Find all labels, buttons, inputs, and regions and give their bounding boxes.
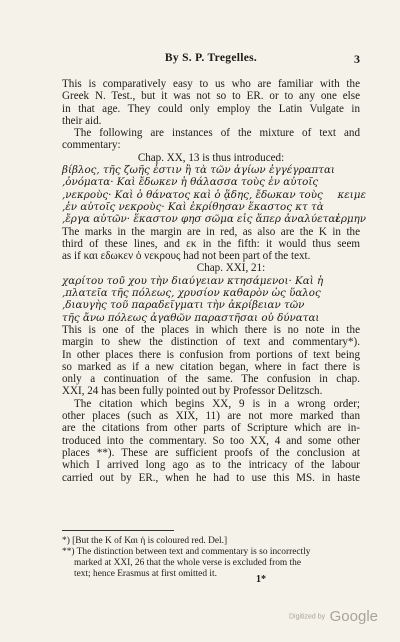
text-line: commentary: xyxy=(62,139,121,152)
paragraph-5 xyxy=(62,398,360,484)
page-number: 3 xyxy=(354,52,360,66)
chapter-heading-1: Chap. XX, 13 is thus introduced: xyxy=(137,151,285,164)
paragraph-1 xyxy=(62,78,360,127)
greek-line: ‚πλατεῖα τῆς πόλεως, χρυσίον καθαρὸν ὡς ὕαλος xyxy=(62,287,321,300)
digitized-watermark xyxy=(289,608,378,626)
text-line: troduced into the commentary. So too XX, 4 and some other xyxy=(62,434,360,447)
footnote-line: marked at XXI, 26 that the whole verse is excluded from the xyxy=(74,558,302,568)
greek-line: τῆς ἄνω πόλεως ἀγαθῶν παραστῆσαι οὐ δύναται xyxy=(62,311,320,324)
text-line: other places (such as XIX, 11) are not more marked than xyxy=(62,410,360,423)
margin-note: κειμε xyxy=(337,188,366,201)
text-line: only a continuation of the same. The confusion in chap. xyxy=(62,373,360,386)
footnotes xyxy=(62,536,360,580)
greek-line: ‚ὀνόματα· Καὶ ἔδωκεν ἡ θάλασσα τοὺς ἐν αὐτοῖς xyxy=(62,176,319,189)
text-line: This is one of the places in which there is no note in the xyxy=(62,323,360,336)
footnote-line: **) The distinction between text and commentary is so incorrectly xyxy=(62,547,311,557)
text-line: Greek N. Test., but it was not so to ER. or to any one else xyxy=(62,90,360,103)
paragraph-4 xyxy=(62,324,360,398)
greek-line: ‚νεκροὺς· Καὶ ὁ θάνατος καὶ ὁ ᾅδης, ἔδωκαν τοὺς κειμε xyxy=(62,188,366,201)
greek-line: χαρίτου τοῦ χου τὴν διαύγειαν κτησάμενοι· Καὶ ἡ xyxy=(62,274,324,287)
main-text xyxy=(62,78,366,484)
text-line: In other places there is confusion from portions of text being xyxy=(62,348,360,361)
paragraph-3 xyxy=(62,226,360,263)
footnote-rule xyxy=(62,530,174,531)
chapter-heading-2: Chap. XXI, 21: xyxy=(196,262,266,275)
text-line: third of these lines, and εκ in the fifth: it would thus seem xyxy=(62,237,360,250)
text-line: This is comparatively easy to us who are familiar with the xyxy=(62,78,360,90)
greek-line: βίβλος, τῆς ζωῆς ἐστιν ἢ τὰ τῶν ἁγίων ἐγγέγραπται xyxy=(62,164,335,177)
text-line: so marked as if a new citation began, where in fact there is xyxy=(62,360,360,373)
text-line: XXI, 24 has been fully pointed out by Professor Delitzsch. xyxy=(62,385,323,398)
greek-quote-1 xyxy=(62,164,366,226)
greek-line: ‚ἔργα αὐτῶν· ἕκαστον φησ σῶμα εἰς ἅπερ ἀναλύεται ἑρμην xyxy=(62,213,366,226)
text-line: places **). These are sufficient proofs of the conclusion at xyxy=(62,446,360,459)
greek-line: ‚ἐν αὐτοῖς νεκροὺς· Καὶ ἐκρίθησαν ἕκαστος κτ τὰ xyxy=(62,200,324,213)
paragraph-2 xyxy=(62,127,360,152)
watermark-brand: Google xyxy=(329,608,378,625)
footnote-line: text; hence Erasmus at first omitted it. xyxy=(74,569,217,579)
text-line: carried out by ER., when he had to use this MS. in haste xyxy=(62,471,360,484)
text-line: as if και εδωκεν ὁ νεκρους had not been part of the text. xyxy=(62,250,311,263)
footnote-line: *) [But the K of Και ἡ is coloured red. Del.] xyxy=(62,536,228,546)
signature-mark: 1* xyxy=(256,574,266,585)
text-line: their aid. xyxy=(62,114,102,127)
text-line: in that age. They could only employ the Latin Vulgate in xyxy=(62,102,360,115)
text-line: The marks in the margin are in red, as also are the K in the xyxy=(62,225,360,238)
text-line: The citation which begins XX, 9 is in a wrong order; xyxy=(74,397,360,410)
running-title: By S. P. Tregelles. xyxy=(164,52,258,64)
text-line: The following are instances of the mixture of text and xyxy=(74,127,360,140)
margin-note: ἑρμην xyxy=(335,213,366,226)
watermark-prefix: Digitized by xyxy=(288,613,326,621)
text-line: margin to shew the distinction of text and commentary*). xyxy=(62,336,360,349)
greek-line: ‚διαυγὴς τοῦ παραδεῖγματι τὴν ἀκρίβειαν τῶν xyxy=(62,299,305,312)
greek-quote-2 xyxy=(62,275,360,324)
text-line: are the citations from other parts of Scripture which are in- xyxy=(62,422,360,435)
text-line: which I arrived long ago as to the intricacy of the labour xyxy=(62,459,360,472)
running-header xyxy=(62,52,360,68)
